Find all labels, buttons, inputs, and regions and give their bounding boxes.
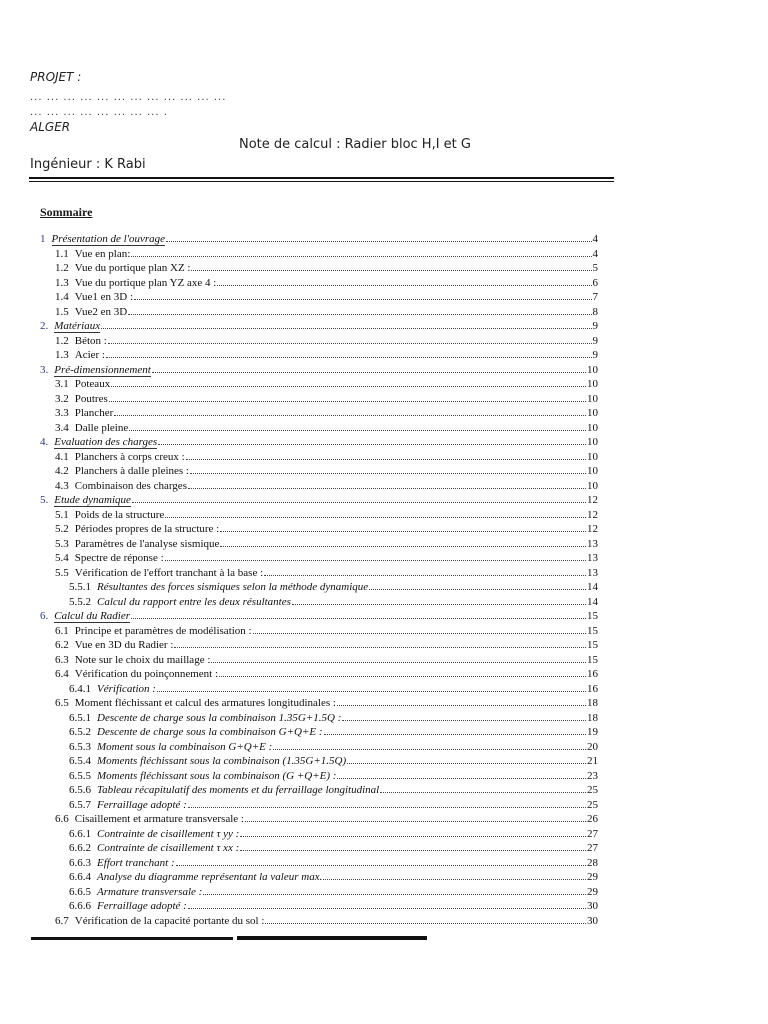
toc-entry-number: 5.3 [55,537,69,550]
toc-entry-number: 3. [40,363,49,376]
toc-entry-label: Matériaux [54,320,101,332]
toc-leader-dots [108,343,592,344]
toc-leader-dots [217,285,591,286]
toc-entry-label: Analyse du diagramme représentant la valeur max. [97,871,323,883]
toc-entry[interactable] [55,291,598,306]
toc-entry-number: 3.3 [55,407,69,419]
toc-entry-page: 10 [587,479,598,492]
toc-entry-label: Descente de charge sous la combinaison 1.35G+1.5Q : [97,711,342,724]
toc-entry-number: 1.2 [55,334,69,347]
toc-leader-dots [128,314,591,315]
toc-leader-dots [134,299,591,300]
toc-entry-number: 3.1 [55,378,69,390]
toc-entry-label: Ferraillage adopté : [97,798,187,811]
toc-entry-number: 3.4 [55,421,69,434]
toc-leader-dots [129,430,586,431]
toc-title: Sommaire [40,205,93,219]
toc-entry-page: 15 [587,624,598,637]
toc-entry-label: Descente de charge sous la combinaison G+Q+E : [97,726,323,738]
toc-leader-dots [165,560,586,561]
toc-entry-page: 27 [587,842,598,854]
toc-entry-label: Moment fléchissant et calcul des armatures longitudinales : [74,697,336,709]
toc-entry[interactable] [69,741,598,756]
toc-entry-label: Spectre de réponse : [74,552,164,564]
toc-entry-number: 6.3 [55,653,69,666]
toc-entry-page: 15 [587,653,598,666]
toc-entry-label: Moments fléchissant sous la combinaison (G +Q+E) : [97,769,337,782]
toc-leader-dots [264,575,586,576]
toc-entry-page: 29 [587,871,598,883]
toc-entry-number: 6.6.3 [69,856,91,869]
toc-entry[interactable] [40,494,598,509]
toc-entry[interactable] [55,349,598,364]
toc-entry-number: 6.5.1 [69,711,91,724]
toc-leader-dots [188,807,586,808]
toc-entry[interactable] [55,567,598,582]
toc-leader-dots [337,778,586,779]
toc-entry-page: 18 [587,711,598,724]
toc-entry-number: 5.2 [55,523,69,535]
toc-entry-page: 10 [587,450,598,463]
header-divider-thin [29,181,614,182]
toc-entry-number: 5.5.2 [69,595,91,608]
toc-entry-number: 5.5.1 [69,581,91,593]
toc-entry-label: Vue du portique plan YZ axe 4 : [74,276,217,289]
footer-divider-right [237,936,427,940]
document-title: Note de calcul : Radier bloc H,I et G [239,137,471,152]
toc-entry-label: Vue du portique plan XZ : [74,262,191,274]
toc-entry-number: 6.6.2 [69,842,91,854]
toc-entry-label: Périodes propres de la structure : [74,523,220,535]
toc-entry[interactable] [69,886,598,901]
toc-entry-label: Ferraillage adopté : [97,900,187,912]
toc-leader-dots [369,589,586,590]
toc-entry-page: 10 [587,421,598,434]
toc-entry-page: 5 [592,262,598,274]
toc-entry[interactable] [55,335,598,350]
toc-entry-page: 10 [587,363,598,376]
toc-leader-dots [131,618,586,619]
toc-entry-label: Planchers à corps creux : [74,450,185,463]
toc-entry-label: Tableau récapitulatif des moments et du ferraillage longitudinal [97,784,380,796]
toc-entry[interactable] [55,523,598,538]
toc-entry[interactable] [40,436,598,451]
toc-entry-label: Vérification de la capacité portante du sol : [74,914,265,927]
toc-entry[interactable] [55,480,598,495]
toc-entry-label: Présentation de l'ouvrage [51,233,166,245]
toc-entry[interactable] [55,393,598,408]
toc-leader-dots [220,546,586,547]
toc-entry[interactable] [55,668,598,683]
toc-leader-dots [165,517,586,518]
toc-entry-label: Moment sous la combinaison G+Q+E : [97,740,273,753]
toc-leader-dots [203,894,586,895]
toc-entry[interactable] [69,596,598,611]
toc-entry-number: 6.2 [55,639,69,651]
toc-entry[interactable] [69,871,598,886]
toc-leader-dots [240,836,586,837]
toc-entry-number: 6.5.5 [69,769,91,782]
toc-entry-number: 6.5 [55,697,69,709]
toc-entry[interactable] [55,552,598,567]
toc-entry-number: 6.5.2 [69,726,91,738]
toc-entry[interactable] [55,277,598,292]
toc-entry[interactable] [55,915,598,930]
toc-entry-page: 8 [592,305,598,318]
toc-leader-dots [337,705,586,706]
toc-entry-label: Vue en 3D du Radier : [74,639,174,651]
toc-leader-dots [273,749,586,750]
toc-entry-page: 12 [587,523,598,535]
toc-entry-number: 6.4.1 [69,682,91,695]
toc-entry-page: 14 [587,595,598,608]
toc-entry-page: 10 [587,436,598,448]
toc-entry-label: Armature transversale : [97,885,203,898]
toc-leader-dots [188,488,586,489]
toc-entry-number: 5. [40,494,49,506]
toc-entry-label: Cisaillement et armature transversale : [74,813,244,825]
toc-entry-page: 9 [592,320,598,332]
toc-leader-dots [186,459,586,460]
toc-leader-dots [323,879,586,880]
toc-entry-label: Etude dynamique [54,494,131,506]
toc-entry-number: 6.6.4 [69,871,91,883]
location-label: ALGER [30,120,71,134]
toc-entry-page: 23 [587,769,598,782]
toc-entry-label: Effort tranchant : [97,856,175,869]
toc-entry-label: Paramètres de l'analyse sismique [74,537,220,550]
toc-entry-label: Evaluation des charges [54,436,158,448]
toc-entry[interactable] [55,378,598,393]
toc-entry-label: Moments fléchissant sous la combinaison (1.35G+1.5Q) [97,755,347,767]
toc-entry-page: 29 [587,885,598,898]
toc-entry-page: 10 [587,407,598,419]
toc-entry[interactable] [69,784,598,799]
toc-entry-label: Vérification : [97,682,156,695]
toc-entry-label: Vue en plan: [74,247,131,260]
toc-leader-dots [324,734,586,735]
toc-leader-dots [109,401,586,402]
toc-leader-dots [176,865,586,866]
toc-entry-label: Vue1 en 3D : [74,291,134,303]
toc-entry-page: 13 [587,566,598,579]
toc-entry-page: 13 [587,552,598,564]
toc-entry-page: 25 [587,798,598,811]
toc-entry-number: 6.6.1 [69,827,91,840]
toc-leader-dots [188,908,586,909]
toc-entry-number: 5.5 [55,566,69,579]
toc-entry-label: Dalle pleine [74,421,129,434]
toc-entry-number: 3.2 [55,392,69,405]
toc-entry-number: 4.2 [55,465,69,477]
toc-entry[interactable] [40,320,598,335]
toc-entry[interactable] [55,306,598,321]
project-placeholder-line-1: ... ... ... ... ... ... ... ... ... ... ... ... [30,92,227,103]
toc-entry-page: 10 [587,392,598,405]
toc-entry[interactable] [69,683,598,698]
toc-entry-label: Résultantes des forces sismiques selon la méthode dynamique [97,581,369,593]
toc-entry-number: 1.4 [55,291,69,303]
toc-entry-number: 6.4 [55,668,69,680]
toc-entry[interactable] [55,697,598,712]
toc-entry-page: 13 [587,537,598,550]
toc-entry-page: 6 [592,276,598,289]
toc-entry-label: Contrainte de cisaillement τ xx : [97,842,240,854]
toc-entry-number: 6.7 [55,914,69,927]
toc-entry[interactable] [55,422,598,437]
toc-leader-dots [191,270,591,271]
toc-entry-number: 6.6 [55,813,69,825]
toc-entry-label: Calcul du rapport entre les deux résultantes [97,595,291,608]
toc-leader-dots [342,720,586,721]
toc-leader-dots [101,328,591,329]
toc-entry[interactable] [69,799,598,814]
toc-leader-dots [190,473,586,474]
toc-entry-page: 4 [592,247,598,260]
footer-divider-left [31,937,233,940]
header-divider [29,177,614,179]
project-placeholder-line-2: ... ... ... ... ... ... ... ... . [30,107,168,118]
toc-entry-page: 15 [587,610,598,622]
toc-entry-label: Pré-dimensionnement [54,363,151,376]
toc-entry-label: Vue2 en 3D [74,305,128,318]
toc-entry-page: 26 [587,813,598,825]
toc-entry-page: 14 [587,581,598,593]
toc-entry-page: 10 [587,378,598,390]
toc-entry-number: 1.1 [55,247,69,260]
toc-entry-number: 6.6.6 [69,900,91,912]
toc-leader-dots [380,792,586,793]
toc-entry-page: 18 [587,697,598,709]
toc-entry[interactable] [55,639,598,654]
engineer-label: Ingénieur : K Rabi [30,157,146,172]
toc-entry-label: Béton : [74,334,107,347]
toc-leader-dots [106,357,592,358]
toc-leader-dots [265,923,586,924]
toc-entry[interactable] [69,726,598,741]
toc-entry-label: Calcul du Radier [54,610,131,622]
toc-entry[interactable] [69,857,598,872]
toc-entry-number: 1.3 [55,349,69,361]
toc-entry-number: 4. [40,436,49,448]
toc-entry[interactable] [55,262,598,277]
toc-entry-label: Acier : [74,349,105,361]
toc-entry-label: Planchers à dalle pleines : [74,465,189,477]
toc-entry-number: 4.1 [55,450,69,463]
toc-entry[interactable] [40,610,598,625]
toc-entry-page: 21 [587,755,598,767]
toc-leader-dots [253,633,586,634]
toc-entry-page: 16 [587,682,598,695]
toc-entry-page: 20 [587,740,598,753]
toc-entry-page: 12 [587,494,598,506]
toc-leader-dots [245,821,586,822]
toc-entry-number: 5.4 [55,552,69,564]
toc-entry-page: 10 [587,465,598,477]
toc-entry-label: Combinaison des charges [74,479,187,492]
toc-entry-number: 6.5.3 [69,740,91,753]
toc-leader-dots [220,531,586,532]
toc-entry-label: Vérification du poinçonnement : [74,668,219,680]
toc-entry-number: 6.5.6 [69,784,91,796]
toc-entry-number: 5.1 [55,508,69,521]
toc-entry[interactable] [55,407,598,422]
toc-entry[interactable] [69,770,598,785]
toc-entry[interactable] [69,712,598,727]
toc-entry-page: 25 [587,784,598,796]
toc-entry-label: Poids de la structure [74,508,165,521]
toc-entry-number: 1.5 [55,305,69,318]
toc-entry-label: Vérification de l'effort tranchant à la base : [74,566,264,579]
toc-entry-page: 28 [587,856,598,869]
toc-entry[interactable] [69,900,598,915]
toc-entry[interactable] [69,581,598,596]
toc-entry-number: 1.2 [55,262,69,274]
toc-entry[interactable] [55,248,598,263]
project-label: PROJET : [30,70,82,84]
toc-entry-label: Note sur le choix du maillage : [74,653,211,666]
toc-leader-dots [166,241,591,242]
toc-entry-number: 6.5.4 [69,755,91,767]
toc-leader-dots [114,415,586,416]
toc-entry-page: 16 [587,668,598,680]
toc-entry[interactable] [55,654,598,669]
toc-leader-dots [219,676,586,677]
toc-entry-page: 7 [592,291,598,303]
toc-entry[interactable] [55,625,598,640]
toc-entry-number: 6.5.7 [69,798,91,811]
toc-entry[interactable] [69,755,598,770]
toc-leader-dots [240,850,586,851]
toc-leader-dots [157,691,586,692]
toc-leader-dots [211,662,586,663]
toc-entry-label: Poutres [74,392,108,405]
toc-entry[interactable] [55,813,598,828]
toc-leader-dots [292,604,586,605]
toc-entry-number: 1.3 [55,276,69,289]
toc-entry-label: Contrainte de cisaillement τ yy : [97,827,240,840]
toc-leader-dots [111,386,586,387]
toc-entry-number: 6. [40,610,49,622]
toc-entry-page: 9 [592,334,598,347]
toc-entry-page: 30 [587,914,598,927]
toc-entry[interactable] [69,842,598,857]
toc-leader-dots [131,256,591,257]
toc-entry[interactable] [55,538,598,553]
toc-entry-number: 4.3 [55,479,69,492]
toc-entry[interactable] [40,233,598,248]
toc-entry-page: 15 [587,639,598,651]
toc-entry-label: Plancher [74,407,114,419]
toc-leader-dots [347,763,586,764]
toc-entry-page: 4 [592,233,598,245]
toc-leader-dots [174,647,586,648]
toc-entry[interactable] [55,509,598,524]
toc-entry-label: Poteaux [74,378,111,390]
toc-leader-dots [152,372,586,373]
toc-entry-page: 30 [587,900,598,912]
toc-entry[interactable] [55,465,598,480]
toc-entry-page: 9 [592,349,598,361]
toc-entry-label: Principe et paramètres de modélisation : [74,624,252,637]
toc-leader-dots [158,444,586,445]
toc-entry[interactable] [55,451,598,466]
toc-entry-page: 19 [587,726,598,738]
toc-entry[interactable] [69,828,598,843]
toc-entry-page: 12 [587,508,598,521]
toc-entry-number: 2. [40,320,49,332]
toc-leader-dots [132,502,586,503]
toc-entry[interactable] [40,364,598,379]
toc-entry-number: 6.1 [55,624,69,637]
toc-entry-number: 1 [40,233,46,245]
toc-entry-number: 6.6.5 [69,885,91,898]
toc-entry-page: 27 [587,827,598,840]
